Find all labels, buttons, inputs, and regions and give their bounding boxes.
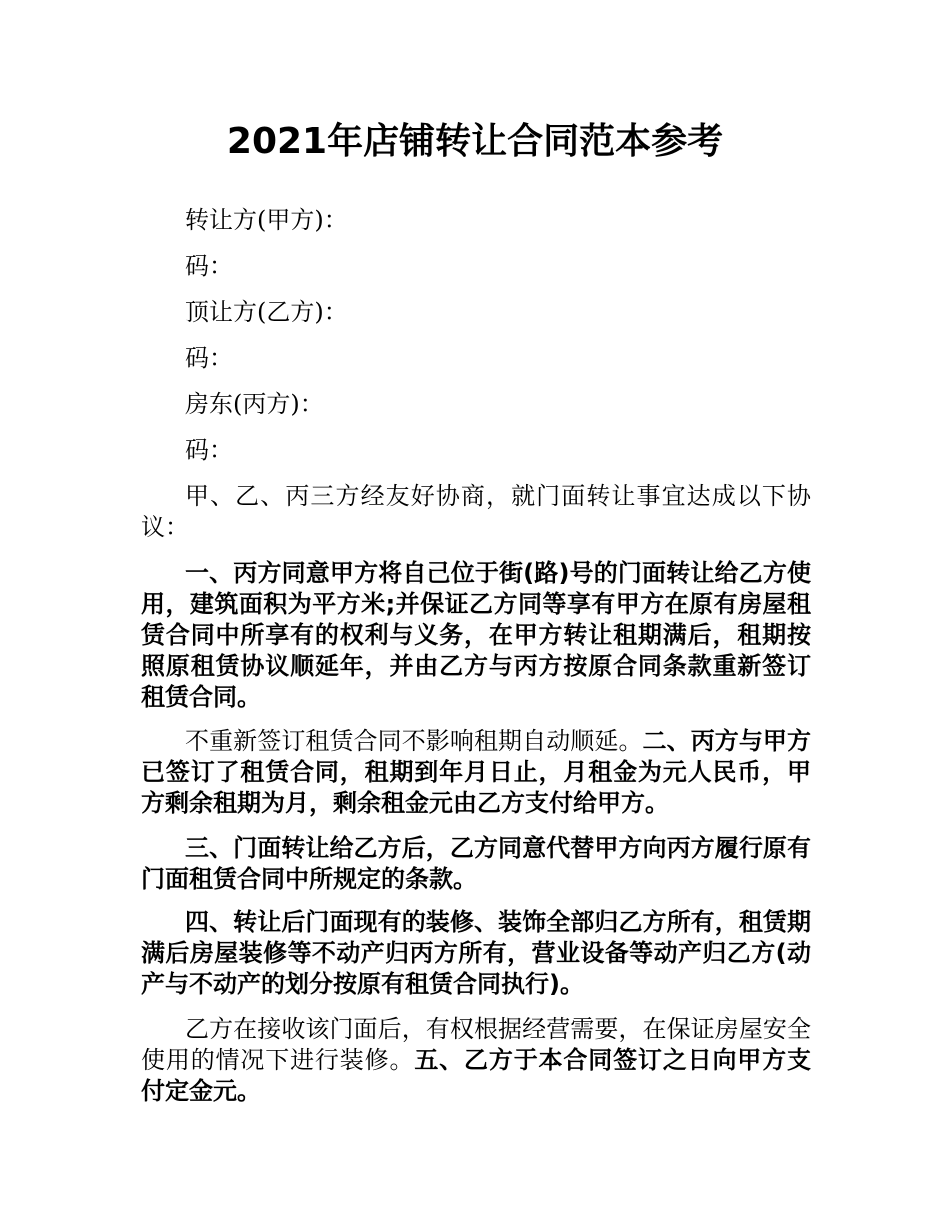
clause-1-2-paragraph bbox=[141, 726, 811, 819]
clause-3: 三、门面转让给乙方后，乙方同意代替甲方向丙方履行原有门面租赁合同中所规定的条款。 bbox=[141, 834, 811, 893]
clause-4-5-paragraph bbox=[141, 1014, 811, 1107]
landlord-code-label: 码： bbox=[185, 436, 233, 464]
clause-4: 四、转让后门面现有的装修、装饰全部归乙方所有，租赁期满后房屋装修等不动产归丙方所有，营业设备等动产归乙方(动产与不动产的划分按原有租赁合同执行)。 bbox=[141, 908, 811, 998]
landlord-label: 房东(丙方)： bbox=[185, 390, 324, 418]
clause-1: 一、丙方同意甲方将自己位于街(路)号的门面转让给乙方使用，建筑面积为平方米;并保证乙方同等享有甲方在原有房屋租赁合同中所享有的权利与义务，在甲方转让租期满后，租期按照原租赁协议顺延年，并由乙方与丙方按原合同条款重新签订租赁合同。 bbox=[141, 559, 811, 711]
transferor-code-label: 码： bbox=[185, 252, 233, 280]
transferor-label: 转让方(甲方)： bbox=[185, 206, 348, 234]
transferee-code-label: 码： bbox=[185, 344, 233, 372]
clause-5: 五、乙方于本合同签订之日向甲方支付定金元。 bbox=[141, 1046, 812, 1105]
transferee-label: 顶让方(乙方)： bbox=[185, 298, 348, 326]
clause-2: 二、丙方与甲方已签订了租赁合同，租期到年月日止，月租金为元人民币，甲方剩余租期为月，剩余租金元由乙方支付给甲方。 bbox=[141, 727, 812, 817]
clause-1-note: 不重新签订租赁合同不影响租期自动顺延。 bbox=[185, 727, 643, 755]
intro-paragraph: 甲、乙、丙三方经友好协商，就门面转让事宜达成以下协议： bbox=[141, 482, 811, 541]
document-title: 2021年店铺转让合同范本参考 bbox=[226, 121, 724, 162]
clause-4-note: 乙方在接收该门面后，有权根据经营需要，在保证房屋安全使用的情况下进行装修。 bbox=[141, 1015, 811, 1074]
